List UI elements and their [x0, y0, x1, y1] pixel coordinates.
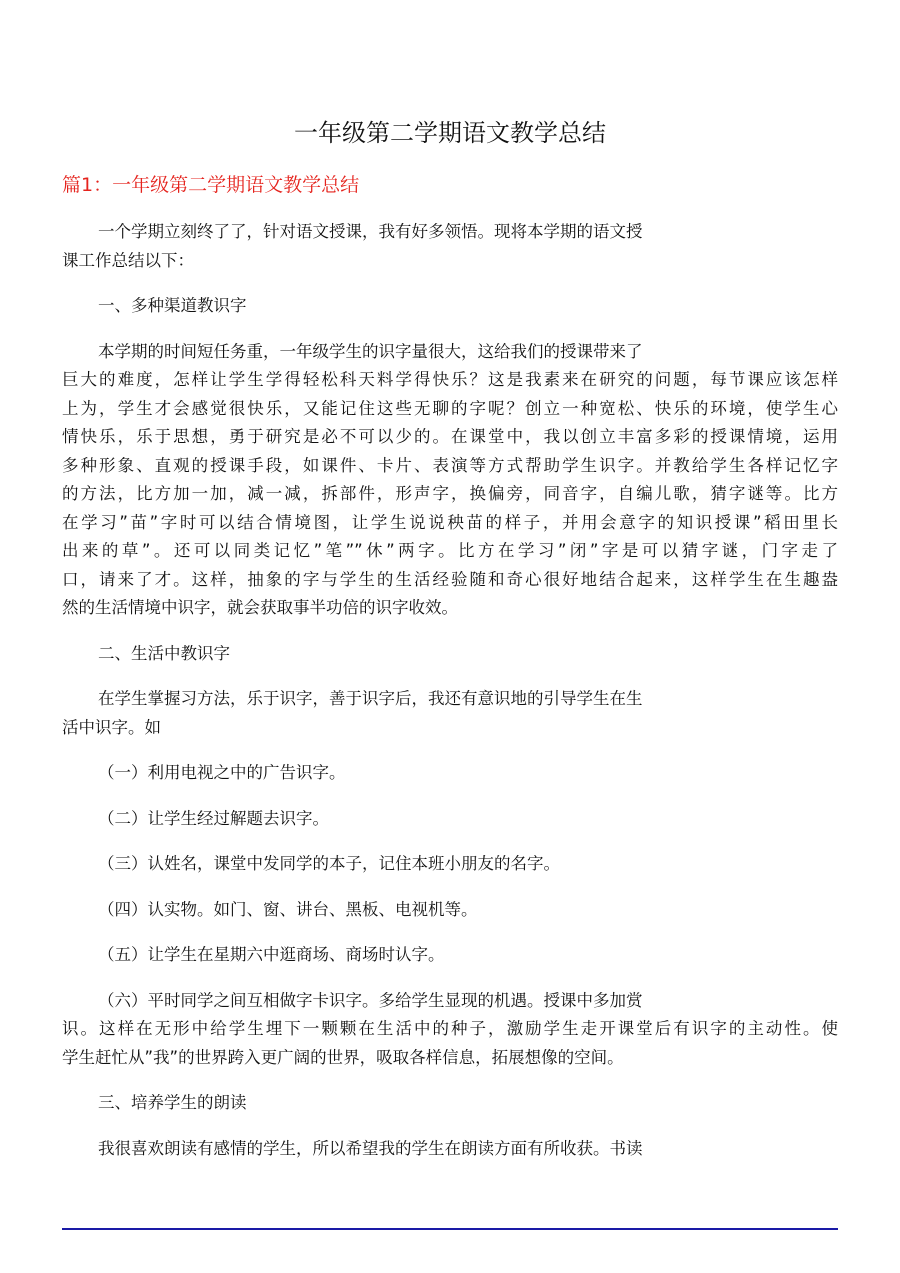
paragraph	[62, 218, 838, 275]
footer-divider	[62, 1228, 838, 1230]
paragraph-line: 课工作总结以下：	[62, 250, 194, 270]
paragraph-line: 一、多种渠道教识字	[98, 296, 247, 315]
paragraph-line: 识。这样在无形中给学生埋下一颗颗在生活中的种子，激励学生走开课堂后有识字的主动性。使	[62, 1019, 838, 1038]
paragraph-line: 在学生掌握习方法，乐于识字，善于识字后，我还有意识地的引导学生在生	[98, 689, 643, 708]
paragraph	[62, 987, 838, 1073]
paragraph-line: （六）平时同学之间互相做字卡识字。多给学生显现的机遇。授课中多加赏	[98, 990, 643, 1010]
paragraph-line: 二、生活中教识字	[98, 643, 230, 663]
paragraph-line: 活中识字。如	[62, 717, 161, 737]
paragraph-line: （一）利用电视之中的广告识字。	[98, 763, 346, 782]
paragraph-line: 然的生活情境中识字，就会获取事半功倍的识字收效。	[62, 598, 458, 617]
paragraph-line: 多种形象、直观的授课手段，如课件、卡片、表演等方式帮助学生识字。并教给学生各样记忆字	[62, 455, 838, 475]
paragraph-line: （五）让学生在星期六中逛商场、商场时认字。	[98, 945, 445, 964]
paragraph-line: 的方法，比方加一加，减一减，拆部件，形声字，换偏旁，同音字，自编儿歌，猜字谜等。比方	[62, 484, 838, 503]
paragraph-line: 三、培养学生的朗读	[98, 1093, 247, 1112]
document-body	[62, 218, 838, 1180]
paragraph	[62, 338, 838, 623]
paragraph-line: 在学习”苗”字时可以结合情境图，让学生说说秧苗的样子，并用会意字的知识授课”稻田里长	[62, 512, 838, 532]
document-title: 一年级第二学期语文教学总结	[294, 119, 606, 147]
paragraph	[62, 685, 838, 742]
paragraph-line: 学生赶忙从”我”的世界跨入更广阔的世界，吸取各样信息，拓展想像的空间。	[62, 1047, 624, 1067]
paragraph	[62, 850, 838, 879]
paragraph-line: （四）认实物。如门、窗、讲台、黑板、电视机等。	[98, 899, 478, 919]
paragraph	[62, 1089, 838, 1118]
paragraph	[62, 896, 838, 925]
paragraph	[62, 1135, 838, 1164]
paragraph-line: 情快乐，乐于思想，勇于研究是必不可以少的。在课堂中，我以创立丰富多彩的授课情境，运用	[62, 427, 838, 446]
paragraph	[62, 640, 838, 669]
paragraph	[62, 805, 838, 834]
paragraph-line: 口，请来了才。这样，抽象的字与学生的生活经验随和奇心很好地结合起来，这样学生在生趣盎	[62, 569, 838, 589]
paragraph-line: 出来的草”。还可以同类记忆”笔””休”两字。比方在学习”闭”字是可以猜字谜，门字走了	[62, 541, 838, 560]
section-heading: 篇1：一年级第二学期语文教学总结	[62, 174, 360, 196]
paragraph-line: 巨大的难度，怎样让学生学得轻松科天料学得快乐？这是我素来在研究的问题，每节课应该怎样	[62, 370, 838, 389]
paragraph-line: （二）让学生经过解题去识字。	[98, 808, 329, 828]
paragraph-line: 本学期的时间短任务重，一年级学生的识字量很大，这给我们的授课带来了	[98, 341, 643, 361]
paragraph	[62, 292, 838, 321]
paragraph-line: 我很喜欢朗读有感情的学生，所以希望我的学生在朗读方面有所收获。书读	[98, 1138, 643, 1158]
paragraph-line: 上为，学生才会感觉很快乐，又能记住这些无聊的字呢？创立一种宽松、快乐的环境，使学生心	[62, 398, 838, 418]
paragraph-line: 一个学期立刻终了了，针对语文授课，我有好多领悟。现将本学期的语文授	[98, 222, 643, 241]
paragraph	[62, 759, 838, 788]
paragraph-line: （三）认姓名，课堂中发同学的本子，记住本班小朋友的名字。	[98, 854, 560, 873]
paragraph	[62, 941, 838, 970]
